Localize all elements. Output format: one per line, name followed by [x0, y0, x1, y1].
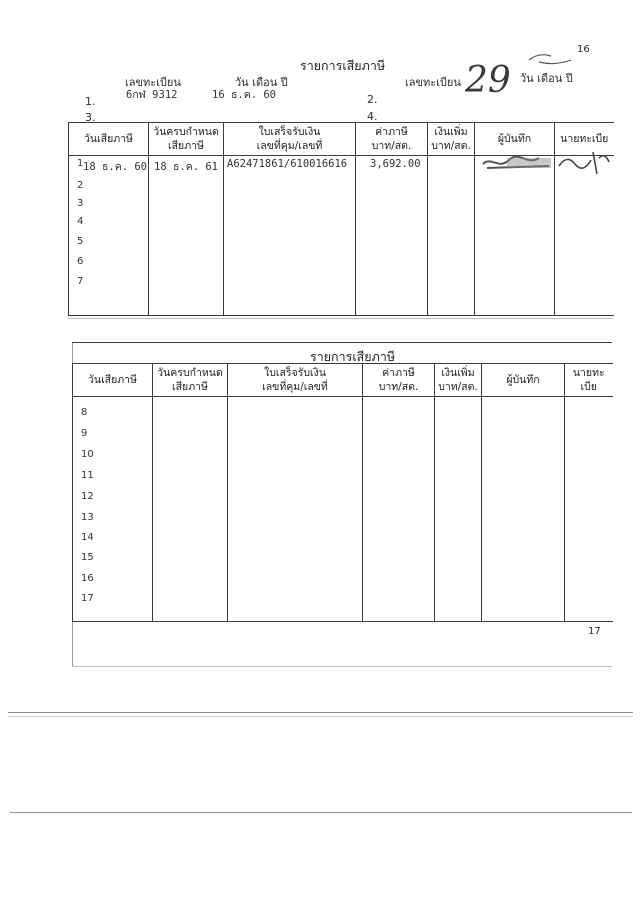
- lower-header-tax-amount: ค่าภาษี บาท/สต.: [363, 364, 435, 397]
- recorder-column: [475, 156, 555, 316]
- lower-sheet-bottom-edge: [72, 666, 612, 667]
- surcharge-column: [428, 156, 475, 316]
- lower-registrar-column: [565, 397, 613, 622]
- row-1-receipt: A62471861/610016616: [227, 158, 348, 170]
- registrar-column: [555, 156, 614, 316]
- entry-1-reg: 6กฬ 9312: [126, 89, 178, 101]
- registrar-signature: [557, 148, 613, 178]
- lower-tax-date-column: 8 9 10 11 12 13 14 15 16 17: [73, 397, 153, 622]
- header-surcharge: เงินเพิ่ม บาท/สต.: [428, 123, 475, 156]
- left-reg-label: เลขทะเบียน: [125, 76, 181, 89]
- entry-3-number: 3.: [85, 111, 96, 124]
- scan-line-2: [8, 716, 633, 717]
- header-tax-date: วันเสียภาษี: [69, 123, 149, 156]
- lower-top-border: [72, 342, 612, 343]
- upper-sheet-bottom-edge: [68, 318, 613, 319]
- lower-receipt-column: [228, 397, 363, 622]
- page-number-bottom: 17: [588, 626, 601, 637]
- header-receipt: ใบเสร็จรับเงิน เลขที่คุม/เลขที่: [224, 123, 356, 156]
- row-1-due-date: 18 ธ.ค. 61: [154, 161, 219, 173]
- entry-4-number: 4.: [367, 110, 378, 123]
- entry-2-number: 2.: [367, 93, 378, 106]
- scan-line-1: [8, 712, 633, 713]
- header-due-date: วันครบกำหนด เสียภาษี: [149, 123, 224, 156]
- due-date-column: [149, 156, 224, 316]
- lower-tax-table: [72, 363, 613, 622]
- entry-1-date: 16 ธ.ค. 60: [212, 89, 277, 101]
- upper-tax-table: [68, 122, 614, 316]
- lower-due-date-column: [153, 397, 228, 622]
- handwritten-number: 29: [465, 60, 511, 101]
- tax-date-column: 1 18 ธ.ค. 60 2 3 4 5 6 7: [69, 156, 149, 316]
- lower-header-registrar: นายทะเบีย: [565, 364, 613, 397]
- page-number-top: 16: [577, 44, 590, 55]
- header-registrar: นายทะเบีย: [555, 123, 614, 156]
- handwritten-mark: [525, 50, 575, 70]
- lower-recorder-column: [482, 397, 565, 622]
- recorder-stamp: [479, 152, 555, 174]
- right-reg-label: เลขทะเบียน: [405, 76, 461, 89]
- scan-line-3: [10, 812, 632, 813]
- receipt-column: [224, 156, 356, 316]
- right-date-label: วัน เดือน ปี: [520, 72, 573, 85]
- lower-surcharge-column: [435, 397, 482, 622]
- lower-header-due-date: วันครบกำหนด เสียภาษี: [153, 364, 228, 397]
- lower-header-tax-date: วันเสียภาษี: [73, 364, 153, 397]
- tax-amount-column: [356, 156, 428, 316]
- lower-header-surcharge: เงินเพิ่ม บาท/สต.: [435, 364, 482, 397]
- lower-header-recorder: ผู้บันทึก: [482, 364, 565, 397]
- row-1-tax-amount: 3,692.00: [370, 158, 421, 170]
- lower-tax-amount-column: [363, 397, 435, 622]
- row-1-tax-date: 18 ธ.ค. 60: [83, 161, 148, 173]
- left-date-label: วัน เดือน ปี: [235, 76, 288, 89]
- header-recorder: ผู้บันทึก: [475, 123, 555, 156]
- lower-title: รายการเสียภาษี: [310, 349, 396, 364]
- header-tax-amount: ค่าภาษี บาท/สต.: [356, 123, 428, 156]
- lower-header-receipt: ใบเสร็จรับเงิน เลขที่คุม/เลขที่: [228, 364, 363, 397]
- entry-1-number: 1.: [85, 95, 96, 108]
- upper-title: รายการเสียภาษี: [300, 58, 386, 73]
